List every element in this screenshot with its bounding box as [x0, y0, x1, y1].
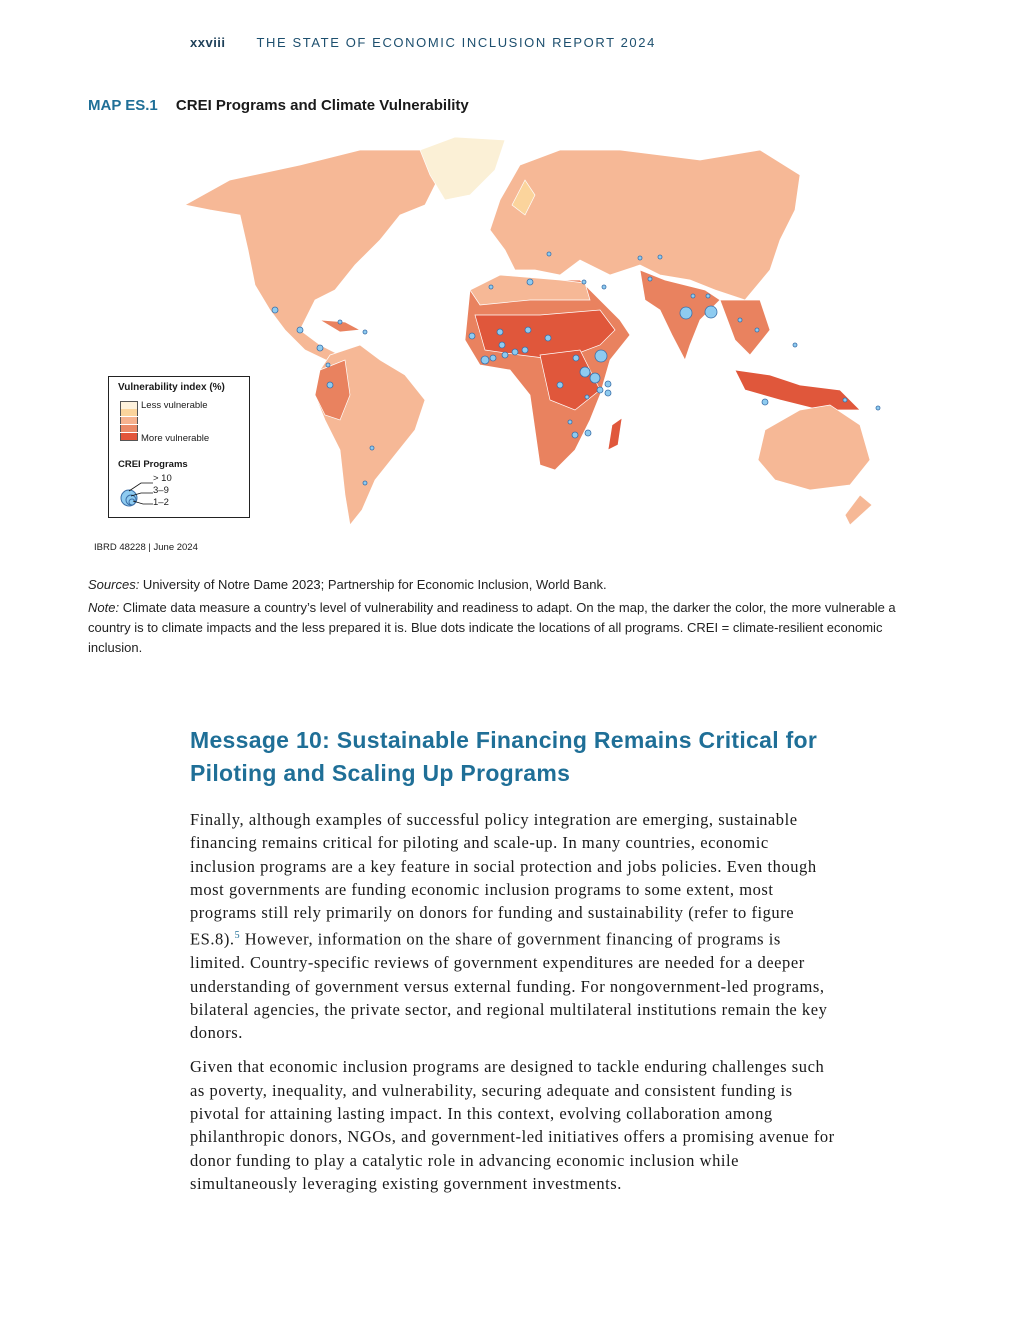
sources-line: [88, 575, 908, 595]
region-madagascar: [608, 418, 622, 450]
program-dot: [469, 333, 475, 339]
program-dot: [525, 327, 531, 333]
body-text: [190, 808, 838, 1206]
paragraph-text: Finally, although examples of successful policy integration are emerging, sustainable financing remains critical for piloting and scale-up. In many countries, economic inclusion programs are a key feature in social protection and jobs policies. Even though most governments are funding economic inclusion programs to some extent, most programs still rely primarily on donors for funding and sustainability (refer to figure ES.8).: [190, 810, 817, 949]
region-southeast-asia: [720, 300, 770, 355]
program-dot: [573, 355, 579, 361]
program-dot: [876, 406, 880, 410]
program-dot: [363, 330, 367, 334]
legend-more: More vulnerable: [141, 433, 210, 444]
legend-size-large: > 10: [153, 473, 172, 484]
legend-size-small: 1–2: [153, 497, 169, 508]
program-dot: [738, 318, 742, 322]
paragraph: Given that economic inclusion programs are designed to tackle enduring challenges such as poverty, inequality, and vulnerability, securing adequate and consistent funding is pivotal for attaining lasting impact. In this context, evolving collaboration among philanthropic donors, NGOs, and government-led initiatives offers a promising avenue for donor funding to play a catalytic role in advancing economic inclusion while simultaneously leveraging existing government investments.: [190, 1057, 835, 1193]
program-dot: [582, 280, 586, 284]
paragraph-text: However, information on the share of government financing of programs is limited. Country-specific reviews of government expenditures are needed for a deeper understanding of government versus external funding. For nongovernment-led programs, bilateral agencies, the private sector, and regional multilateral institutions remain the key donors.: [190, 929, 828, 1043]
program-dot: [327, 382, 333, 388]
program-dot: [297, 327, 303, 333]
program-dot: [547, 252, 551, 256]
program-dot: [568, 420, 572, 424]
program-dot: [658, 255, 662, 259]
program-dot: [843, 398, 847, 402]
note-label: Note:: [88, 600, 120, 615]
program-size-symbol: [117, 471, 157, 507]
sources-text: University of Notre Dame 2023; Partnership for Economic Inclusion, World Bank.: [139, 577, 607, 592]
program-dot: [557, 382, 563, 388]
program-dot: [762, 399, 768, 405]
running-title: THE STATE OF ECONOMIC INCLUSION REPORT 2024: [256, 35, 656, 50]
program-dot: [755, 328, 759, 332]
section-heading: Message 10: Sustainable Financing Remains Critical for Piloting and Scaling Up Programs: [190, 727, 818, 786]
program-dot: [489, 285, 493, 289]
program-dot: [638, 256, 642, 260]
page-number: xxviii: [190, 35, 226, 50]
map-notes: [88, 575, 908, 661]
program-dot: [527, 279, 533, 285]
program-dot: [691, 294, 695, 298]
map-legend: [108, 376, 250, 518]
program-dot: [793, 343, 797, 347]
sources-label: Sources:: [88, 577, 140, 592]
legend-swatch: [120, 401, 138, 409]
legend-size-medium: 3–9: [153, 485, 169, 496]
legend-less: Less vulnerable: [141, 400, 208, 411]
legend-title: Vulnerability index (%): [118, 382, 225, 393]
ibrd-number: IBRD 48228 | June 2024: [94, 542, 198, 553]
program-dot: [605, 381, 611, 387]
program-dot: [580, 367, 590, 377]
program-dot: [597, 387, 603, 393]
program-dot: [338, 320, 342, 324]
program-dot: [680, 307, 692, 319]
map-title-text: CREI Programs and Climate Vulnerability: [175, 97, 469, 114]
legend-programs-title: CREI Programs: [118, 459, 188, 470]
program-dot: [605, 390, 611, 396]
legend-swatch: [120, 417, 138, 424]
program-dot: [370, 446, 374, 450]
running-header: [190, 35, 656, 50]
program-dot: [572, 432, 578, 438]
program-dot: [585, 395, 589, 399]
program-dot: [585, 430, 591, 436]
paragraph: [190, 808, 838, 1044]
program-dot: [522, 347, 528, 353]
program-dot: [595, 350, 607, 362]
program-dot: [502, 352, 508, 358]
legend-swatch: [120, 433, 138, 441]
legend-swatch: [120, 409, 138, 416]
region-north-america: [185, 150, 440, 362]
program-dot: [497, 329, 503, 335]
program-dot: [705, 306, 717, 318]
program-dot: [363, 481, 367, 485]
program-dot: [317, 345, 323, 351]
program-dot: [590, 373, 600, 383]
note-line: [88, 598, 908, 658]
program-dot: [706, 294, 710, 298]
program-dot: [326, 363, 330, 367]
program-dot: [272, 307, 278, 313]
map-title: [88, 97, 469, 114]
map-label: MAP ES.1: [88, 97, 158, 114]
region-australia: [758, 405, 870, 490]
program-dot: [512, 349, 518, 355]
legend-swatch: [120, 425, 138, 432]
program-dot: [490, 355, 496, 361]
program-dot: [545, 335, 551, 341]
program-dot: [602, 285, 606, 289]
note-text: Climate data measure a country’s level of vulnerability and readiness to adapt. On the map, the darker the color, the more vulnerable a country is to climate impacts and the less prepared it is. Blue dots indicate the locations of all programs. CREI = climate-resilient economic inclusion.: [88, 600, 896, 655]
footnote-ref[interactable]: 5: [234, 930, 241, 942]
program-dot: [648, 277, 652, 281]
region-greenland: [420, 137, 505, 200]
region-indonesia: [735, 370, 860, 410]
program-dot: [481, 356, 489, 364]
program-dot: [499, 342, 505, 348]
region-new-zealand: [845, 495, 872, 525]
